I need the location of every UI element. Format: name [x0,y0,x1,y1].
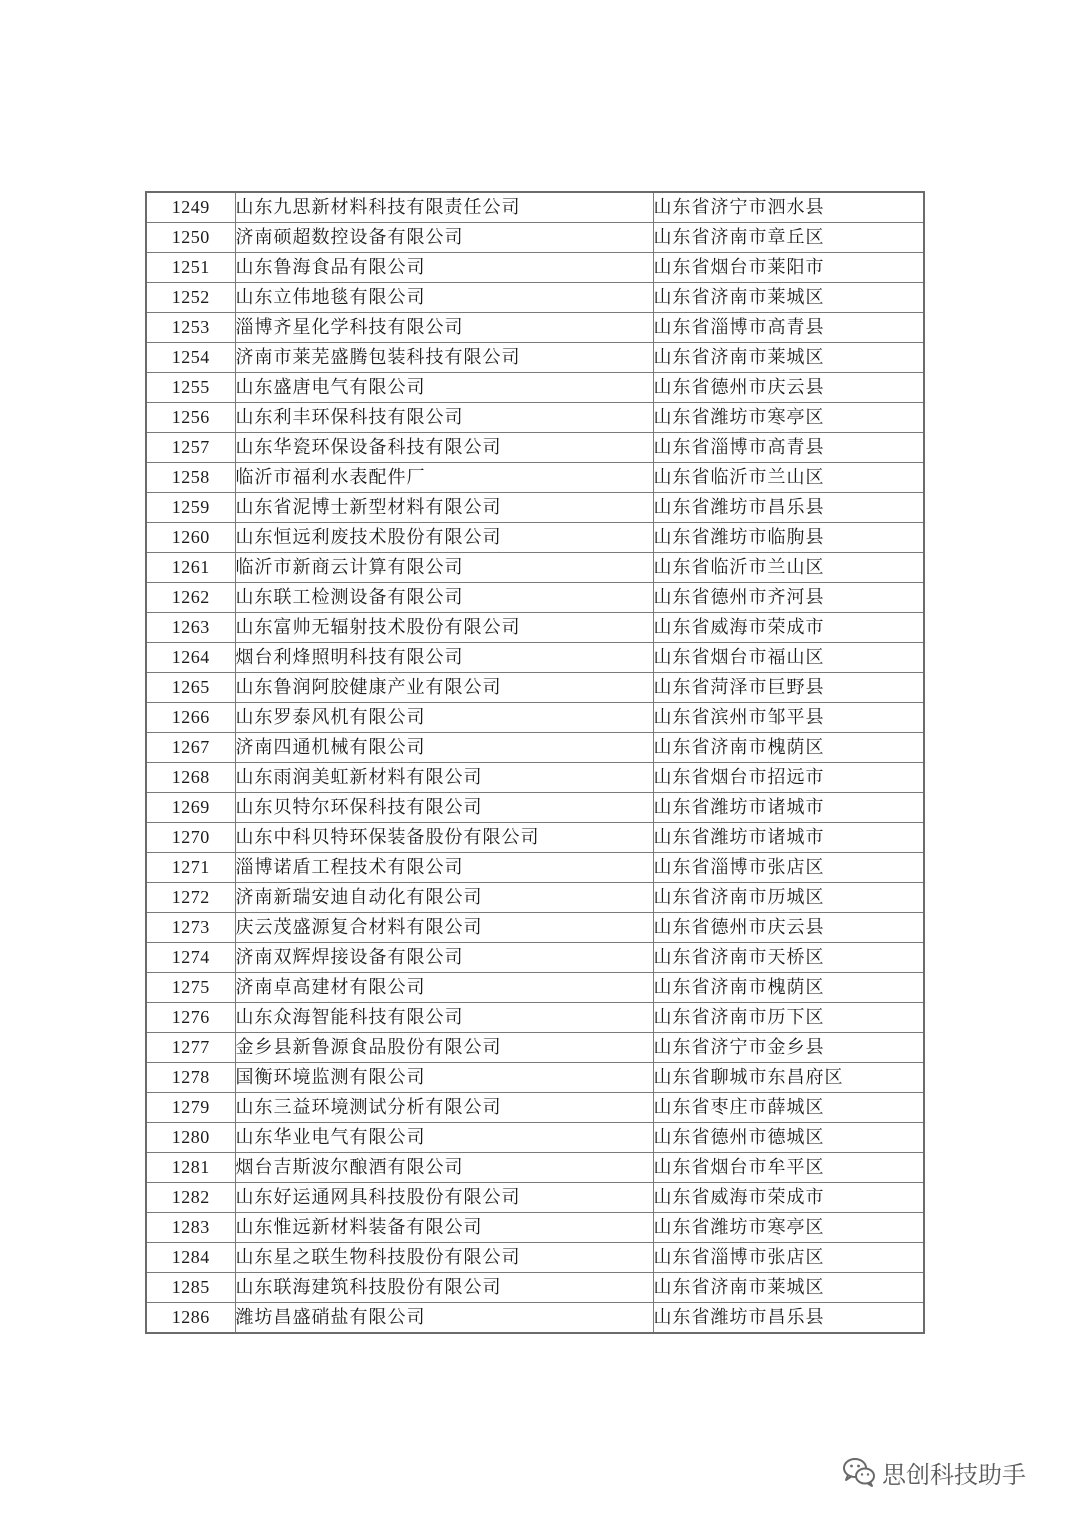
row-number: 1273 [146,913,235,943]
company-location: 山东省济南市天桥区 [653,943,924,973]
company-name: 济南双辉焊接设备有限公司 [235,943,653,973]
table-row [146,223,924,253]
table-row [146,553,924,583]
row-number: 1250 [146,223,235,253]
company-location: 山东省济南市历城区 [653,883,924,913]
company-name: 山东利丰环保科技有限公司 [235,403,653,433]
row-number: 1267 [146,733,235,763]
company-name: 山东好运通网具科技股份有限公司 [235,1183,653,1213]
row-number: 1260 [146,523,235,553]
row-number: 1278 [146,1063,235,1093]
company-name: 山东星之联生物科技股份有限公司 [235,1243,653,1273]
table-row [146,283,924,313]
company-name: 山东省泥博士新型材料有限公司 [235,493,653,523]
company-location: 山东省济宁市泗水县 [653,192,924,223]
company-location: 山东省临沂市兰山区 [653,463,924,493]
company-location: 山东省枣庄市薛城区 [653,1093,924,1123]
company-name: 金乡县新鲁源食品股份有限公司 [235,1033,653,1063]
company-name: 山东华业电气有限公司 [235,1123,653,1153]
company-name: 济南新瑞安迪自动化有限公司 [235,883,653,913]
row-number: 1251 [146,253,235,283]
company-location: 山东省德州市齐河县 [653,583,924,613]
company-location: 山东省淄博市张店区 [653,853,924,883]
company-location: 山东省潍坊市诸城市 [653,823,924,853]
company-name: 山东众海智能科技有限公司 [235,1003,653,1033]
company-name: 山东惟远新材料装备有限公司 [235,1213,653,1243]
row-number: 1256 [146,403,235,433]
wechat-icon [842,1455,876,1489]
company-name: 山东罗泰风机有限公司 [235,703,653,733]
table-row [146,703,924,733]
company-name: 山东贝特尔环保科技有限公司 [235,793,653,823]
table-row [146,613,924,643]
table-row [146,733,924,763]
company-name: 淄博诺盾工程技术有限公司 [235,853,653,883]
company-name: 济南硕超数控设备有限公司 [235,223,653,253]
table-row [146,523,924,553]
row-number: 1268 [146,763,235,793]
table-row [146,433,924,463]
company-location: 山东省淄博市高青县 [653,313,924,343]
watermark [842,1452,1026,1492]
company-location: 山东省临沂市兰山区 [653,553,924,583]
table-row [146,463,924,493]
row-number: 1279 [146,1093,235,1123]
table-row [146,793,924,823]
company-name: 山东富帅无辐射技术股份有限公司 [235,613,653,643]
company-location: 山东省滨州市邹平县 [653,703,924,733]
row-number: 1272 [146,883,235,913]
row-number: 1281 [146,1153,235,1183]
row-number: 1274 [146,943,235,973]
row-number: 1262 [146,583,235,613]
company-name: 济南卓高建材有限公司 [235,973,653,1003]
row-number: 1286 [146,1303,235,1334]
row-number: 1285 [146,1273,235,1303]
row-number: 1265 [146,673,235,703]
company-name: 山东九思新材料科技有限责任公司 [235,192,653,223]
company-location: 山东省潍坊市诸城市 [653,793,924,823]
company-location: 山东省潍坊市寒亭区 [653,403,924,433]
watermark-text: 思创科技助手 [882,1460,1026,1489]
table-row [146,1093,924,1123]
company-name: 山东鲁润阿胶健康产业有限公司 [235,673,653,703]
company-location: 山东省淄博市高青县 [653,433,924,463]
company-location: 山东省济南市莱城区 [653,1273,924,1303]
company-location: 山东省淄博市张店区 [653,1243,924,1273]
row-number: 1253 [146,313,235,343]
company-name: 山东中科贝特环保装备股份有限公司 [235,823,653,853]
row-number: 1249 [146,192,235,223]
company-location: 山东省济南市莱城区 [653,283,924,313]
company-location: 山东省潍坊市寒亭区 [653,1213,924,1243]
company-list-table [145,191,925,1334]
table-row [146,1003,924,1033]
table-row [146,192,924,223]
company-location: 山东省济南市槐荫区 [653,973,924,1003]
table-row [146,1063,924,1093]
row-number: 1284 [146,1243,235,1273]
table-row [146,1033,924,1063]
company-name: 潍坊昌盛硝盐有限公司 [235,1303,653,1334]
company-location: 山东省德州市庆云县 [653,913,924,943]
company-location: 山东省德州市庆云县 [653,373,924,403]
company-name: 山东恒远利废技术股份有限公司 [235,523,653,553]
row-number: 1264 [146,643,235,673]
row-number: 1276 [146,1003,235,1033]
table-row [146,493,924,523]
company-location: 山东省威海市荣成市 [653,613,924,643]
company-location: 山东省济宁市金乡县 [653,1033,924,1063]
row-number: 1283 [146,1213,235,1243]
row-number: 1259 [146,493,235,523]
row-number: 1255 [146,373,235,403]
company-location: 山东省济南市莱城区 [653,343,924,373]
company-name: 山东雨润美虹新材料有限公司 [235,763,653,793]
company-name: 庆云茂盛源复合材料有限公司 [235,913,653,943]
company-name: 淄博齐星化学科技有限公司 [235,313,653,343]
company-location: 山东省菏泽市巨野县 [653,673,924,703]
company-location: 山东省潍坊市昌乐县 [653,1303,924,1334]
table-row [146,853,924,883]
row-number: 1277 [146,1033,235,1063]
table-row [146,253,924,283]
company-location: 山东省德州市德城区 [653,1123,924,1153]
table-row [146,763,924,793]
table-row [146,583,924,613]
row-number: 1271 [146,853,235,883]
table-row [146,973,924,1003]
row-number: 1280 [146,1123,235,1153]
table-row [146,343,924,373]
company-name: 临沂市福利水表配件厂 [235,463,653,493]
company-location: 山东省聊城市东昌府区 [653,1063,924,1093]
row-number: 1270 [146,823,235,853]
company-location: 山东省济南市章丘区 [653,223,924,253]
company-location: 山东省烟台市莱阳市 [653,253,924,283]
row-number: 1275 [146,973,235,1003]
company-location: 山东省烟台市牟平区 [653,1153,924,1183]
company-location: 山东省潍坊市临朐县 [653,523,924,553]
company-name: 山东三益环境测试分析有限公司 [235,1093,653,1123]
table-row [146,913,924,943]
company-location: 山东省潍坊市昌乐县 [653,493,924,523]
table-row [146,1213,924,1243]
table-row [146,643,924,673]
table-row [146,313,924,343]
company-location: 山东省济南市历下区 [653,1003,924,1033]
table-row [146,673,924,703]
company-name: 山东立伟地毯有限公司 [235,283,653,313]
table-row [146,823,924,853]
company-name: 济南四通机械有限公司 [235,733,653,763]
table-row [146,1273,924,1303]
table-row [146,1243,924,1273]
company-name: 济南市莱芜盛腾包装科技有限公司 [235,343,653,373]
row-number: 1263 [146,613,235,643]
company-location: 山东省烟台市福山区 [653,643,924,673]
company-name: 山东鲁海食品有限公司 [235,253,653,283]
company-location: 山东省济南市槐荫区 [653,733,924,763]
company-name: 山东华瓷环保设备科技有限公司 [235,433,653,463]
table-row [146,1303,924,1334]
company-location: 山东省烟台市招远市 [653,763,924,793]
company-location: 山东省威海市荣成市 [653,1183,924,1213]
table-row [146,883,924,913]
row-number: 1261 [146,553,235,583]
company-name: 烟台利烽照明科技有限公司 [235,643,653,673]
company-name: 山东联海建筑科技股份有限公司 [235,1273,653,1303]
company-name: 国衡环境监测有限公司 [235,1063,653,1093]
row-number: 1282 [146,1183,235,1213]
row-number: 1266 [146,703,235,733]
row-number: 1269 [146,793,235,823]
table-row [146,403,924,433]
row-number: 1252 [146,283,235,313]
row-number: 1254 [146,343,235,373]
table-row [146,943,924,973]
table-row [146,373,924,403]
company-name: 山东盛唐电气有限公司 [235,373,653,403]
company-name: 烟台吉斯波尔酿酒有限公司 [235,1153,653,1183]
table-row [146,1183,924,1213]
company-name: 临沂市新商云计算有限公司 [235,553,653,583]
row-number: 1258 [146,463,235,493]
company-list-body [146,192,924,1333]
table-row [146,1153,924,1183]
table-row [146,1123,924,1153]
row-number: 1257 [146,433,235,463]
company-name: 山东联工检测设备有限公司 [235,583,653,613]
